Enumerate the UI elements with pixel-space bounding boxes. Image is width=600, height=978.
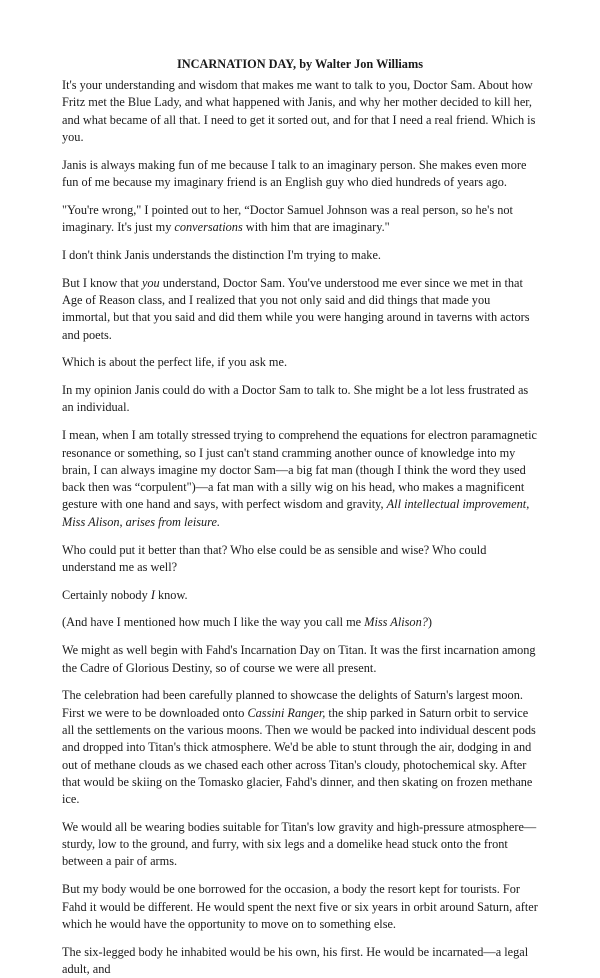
text-run: It's your understanding and wisdom that makes me want to talk to you, Doctor Sam. About how Fritz met the Blue Lady, and what happened with Janis, and why her mother decided to kill her, and what became of all that. I need to get it sorted out, and for that I need a real friend. Which is you. xyxy=(62,78,536,144)
text-run: "You're wrong," I pointed out to her, “Doctor Samuel Johnson was a real person, so he's not imaginary. It's just my xyxy=(62,202,513,235)
paragraph xyxy=(62,587,538,604)
text-run: Who could put it better than that? Who else could be as sensible and wise? Who could understand me as well? xyxy=(62,542,487,574)
italic-text: Cassini Ranger, xyxy=(247,705,326,720)
italic-text: conversations xyxy=(174,220,243,235)
paragraph xyxy=(62,275,538,344)
text-run: I don't think Janis understands the distinction I'm trying to make. xyxy=(62,247,381,262)
text-run: We would all be wearing bodies suitable for Titan's low gravity and high-pressure atmosphere—sturdy, low to the ground, and furry, with six legs and a domelike head stuck onto the front between a pair of arms. xyxy=(62,819,537,869)
story-body xyxy=(62,77,538,978)
text-run: Which is about the perfect life, if you ask me. xyxy=(62,355,288,370)
italic-text: I xyxy=(150,587,155,602)
paragraph xyxy=(62,542,538,577)
text-run: with him that are imaginary." xyxy=(242,220,390,235)
paragraph xyxy=(62,614,538,631)
text-run: I mean, when I am totally stressed trying to comprehend the equations for electron paramagnetic resonance or something, so I just can't stand cramming another ounce of knowledge into my brain, I can always imagine my doctor Sam—a big fat man (though I think the word they used back then was “corpulent")—a fat man with a silly wig on his head, who makes a magnificent gesture with one hand and says, with perfect wisdom and gravity, xyxy=(62,428,537,512)
paragraph xyxy=(62,354,538,371)
paragraph xyxy=(62,687,538,808)
text-run: In my opinion Janis could do with a Doctor Sam to talk to. She might be a lot less frustrated as an individual. xyxy=(62,383,529,415)
text-run: The celebration had been carefully planned to showcase the delights of Saturn's largest moon. First we were to be downloaded onto xyxy=(62,688,523,720)
paragraph xyxy=(62,247,538,264)
paragraph xyxy=(62,202,538,237)
text-run: The six-legged body he inhabited would be his own, his first. He would be incarnated—a legal adult, and xyxy=(62,944,529,976)
text-run: ) xyxy=(427,615,432,630)
text-run: Janis is always making fun of me because I talk to an imaginary person. She makes even more fun of me because my imaginary friend is an English guy who died hundreds of years ago. xyxy=(62,157,527,189)
paragraph xyxy=(62,881,538,933)
text-run: But I know that xyxy=(62,275,142,290)
text-run: the ship parked in Saturn orbit to service all the settlements on the various moons. Then we would be packed into individual descent pods and dropped into Titan's thick atmosphere. We'd be able to stunt through the air, dodging in and out of methane clouds as we chased each other across Titan's cloudy, photochemical sky. After that would be skiing on the Tomasko glacier, Fahd's dinner, and then skating on frozen methane ice. xyxy=(62,705,536,807)
italic-text: All intellectual improvement, Miss Alison, arises from leisure. xyxy=(62,497,530,529)
paragraph xyxy=(62,77,538,146)
text-run: understand, Doctor Sam. You've understood me ever since we met in that Age of Reason class, and I realized that you not only said and did things that made you immortal, but that you said and did them while you were hanging around in taverns with actors and poets. xyxy=(62,275,530,342)
text-run: We might as well begin with Fahd's Incarnation Day on Titan. It was the first incarnation among the Cadre of Glorious Destiny, so of course we were all present. xyxy=(62,643,536,675)
paragraph xyxy=(62,944,538,978)
text-run: (And have I mentioned how much I like the way you call me xyxy=(62,615,365,630)
paragraph xyxy=(62,427,538,531)
paragraph xyxy=(62,642,538,677)
paragraph xyxy=(62,157,538,192)
paragraph xyxy=(62,819,538,871)
italic-text: you xyxy=(141,275,160,290)
text-run: Certainly nobody xyxy=(62,587,151,602)
story-title: INCARNATION DAY, by Walter Jon Williams xyxy=(177,57,423,71)
paragraph xyxy=(62,382,538,417)
text-run: But my body would be one borrowed for the occasion, a body the resort kept for tourists. For Fahd it would be different. He would spent the next five or six years in orbit around Saturn, after which he would have the opportunity to move on to something else. xyxy=(62,882,538,931)
text-run: know. xyxy=(154,587,188,602)
italic-text: Miss Alison? xyxy=(364,615,428,630)
